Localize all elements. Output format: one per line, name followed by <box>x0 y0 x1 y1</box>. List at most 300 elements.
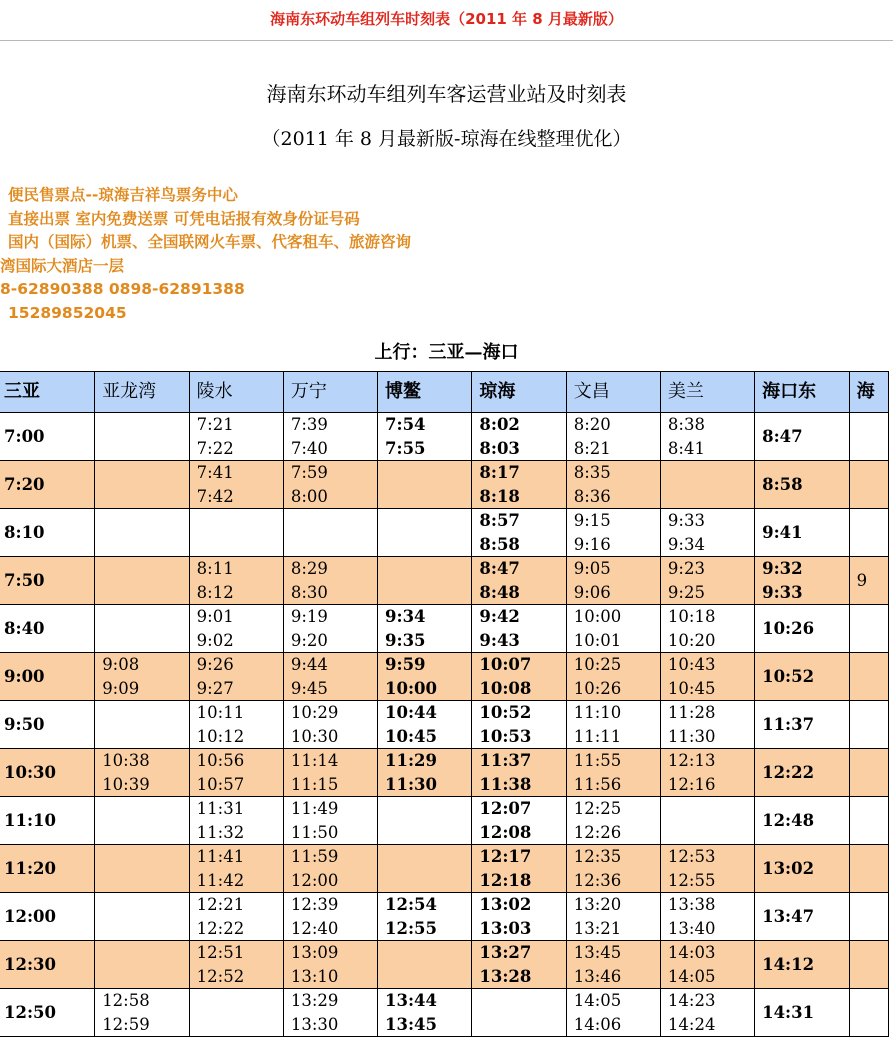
time-value: 9:45 <box>290 678 328 698</box>
time-value: 12:26 <box>573 822 622 842</box>
column-header: 陵水 <box>189 372 283 413</box>
document-subtitle: （2011 年 8 月最新版-琼海在线整理优化） <box>261 128 632 150</box>
table-cell <box>95 653 189 701</box>
table-cell <box>378 845 472 893</box>
table-cell <box>849 413 888 461</box>
table-cell <box>566 845 660 893</box>
table-cell <box>283 749 377 797</box>
table-row <box>0 701 889 749</box>
time-value: 10:45 <box>667 678 716 698</box>
table-cell <box>283 797 377 845</box>
table-cell <box>189 605 283 653</box>
time-value: 8:21 <box>573 438 611 458</box>
table-cell <box>472 509 566 557</box>
table-cell <box>849 749 888 797</box>
table-cell <box>95 605 189 653</box>
table-cell <box>472 557 566 605</box>
time-value: 10:26 <box>762 618 815 638</box>
time-value: 12:22 <box>762 762 815 782</box>
time-value: 9:41 <box>762 522 803 542</box>
table-cell <box>566 653 660 701</box>
time-value: 12:35 <box>573 847 622 866</box>
time-value: 13:30 <box>290 1014 339 1034</box>
table-cell <box>849 797 888 845</box>
time-value: 13:38 <box>667 895 716 914</box>
time-value: 11:41 <box>196 847 245 866</box>
time-value: 14:24 <box>667 1014 716 1034</box>
time-value: 8:47 <box>479 559 520 578</box>
column-header: 文昌 <box>566 372 660 413</box>
time-value: 9:34 <box>385 607 426 626</box>
table-cell <box>95 797 189 845</box>
time-value: 13:45 <box>385 1014 438 1034</box>
time-value: 11:55 <box>573 751 622 770</box>
time-value: 12:48 <box>762 810 815 830</box>
time-value: 13:27 <box>479 943 532 962</box>
time-value: 11:32 <box>196 822 245 842</box>
time-value: 10:38 <box>102 751 150 770</box>
time-value: 13:45 <box>573 943 622 962</box>
table-cell <box>0 605 95 653</box>
time-value: 8:40 <box>4 618 45 638</box>
time-value: 11:10 <box>573 703 622 722</box>
table-cell <box>755 413 849 461</box>
time-value: 12:52 <box>196 966 245 986</box>
column-header: 亚龙湾 <box>95 372 189 413</box>
table-cell <box>660 605 754 653</box>
table-cell <box>283 989 377 1037</box>
time-value: 12:21 <box>196 895 245 914</box>
time-value: 11:10 <box>4 810 57 830</box>
table-cell <box>755 749 849 797</box>
time-value: 8:02 <box>479 415 520 434</box>
table-cell <box>189 653 283 701</box>
time-value: 9:34 <box>667 534 705 554</box>
table-cell <box>755 845 849 893</box>
table-cell <box>378 461 472 509</box>
table-cell <box>0 989 95 1037</box>
page-header <box>0 0 893 38</box>
time-value: 13:28 <box>479 966 532 986</box>
table-cell <box>849 653 888 701</box>
table-cell <box>95 413 189 461</box>
table-cell <box>566 509 660 557</box>
table-cell <box>755 989 849 1037</box>
table-cell <box>189 893 283 941</box>
time-value: 11:37 <box>762 714 815 734</box>
time-value: 8:47 <box>762 426 803 446</box>
time-value: 9:05 <box>573 559 611 578</box>
time-value: 14:31 <box>762 1002 815 1022</box>
time-value: 9 <box>856 570 868 590</box>
time-value: 9:35 <box>385 630 426 650</box>
time-value: 10:26 <box>573 678 622 698</box>
time-value: 10:43 <box>667 655 716 674</box>
table-cell <box>283 413 377 461</box>
time-value: 10:18 <box>667 607 716 626</box>
time-value: 13:20 <box>573 895 622 914</box>
table-cell <box>0 509 95 557</box>
table-cell <box>755 701 849 749</box>
time-value: 12:50 <box>4 1002 57 1022</box>
time-value: 12:17 <box>479 847 532 866</box>
direction-label <box>0 338 893 364</box>
table-cell <box>755 653 849 701</box>
table-cell <box>283 509 377 557</box>
table-cell <box>849 605 888 653</box>
time-value: 14:12 <box>762 954 815 974</box>
table-cell <box>849 557 888 605</box>
table-cell <box>95 557 189 605</box>
table-cell <box>472 749 566 797</box>
table-cell <box>566 461 660 509</box>
table-cell <box>0 461 95 509</box>
table-cell <box>755 797 849 845</box>
time-value: 9:27 <box>196 678 234 698</box>
time-value: 8:57 <box>479 511 520 530</box>
table-cell <box>566 701 660 749</box>
table-cell <box>472 845 566 893</box>
time-value: 9:20 <box>290 630 328 650</box>
time-value: 12:55 <box>667 870 716 890</box>
table-cell <box>189 797 283 845</box>
table-cell <box>189 413 283 461</box>
time-value: 7:42 <box>196 486 234 506</box>
time-value: 9:25 <box>667 582 705 602</box>
ad-line: 便民售票点--琼海吉祥鸟票务中心 <box>8 186 238 204</box>
time-value: 8:12 <box>196 582 234 602</box>
table-cell <box>283 893 377 941</box>
table-cell <box>189 509 283 557</box>
table-cell <box>755 461 849 509</box>
time-value: 12:30 <box>4 954 57 974</box>
header-title: 海南东环动车组列车时刻表（2011 年 8 月最新版） <box>270 10 623 28</box>
table-cell <box>95 941 189 989</box>
table-row <box>0 989 889 1037</box>
table-cell <box>566 557 660 605</box>
time-value: 10:30 <box>290 726 339 746</box>
time-value: 10:00 <box>573 607 622 626</box>
time-value: 9:16 <box>573 534 611 554</box>
time-value: 12:13 <box>667 751 716 770</box>
time-value: 9:01 <box>196 607 234 626</box>
time-value: 11:20 <box>4 858 57 878</box>
time-value: 9:06 <box>573 582 611 602</box>
table-cell <box>660 461 754 509</box>
time-value: 9:09 <box>102 678 140 698</box>
table-cell <box>0 797 95 845</box>
time-value: 8:10 <box>4 522 45 542</box>
time-value: 7:40 <box>290 438 328 458</box>
table-cell <box>283 941 377 989</box>
time-value: 10:44 <box>385 703 438 722</box>
column-header: 琼海 <box>472 372 566 413</box>
table-row <box>0 461 889 509</box>
table-cell <box>283 605 377 653</box>
time-value: 12:51 <box>196 943 245 962</box>
time-value: 11:59 <box>290 847 339 866</box>
table-cell <box>0 941 95 989</box>
table-cell <box>95 701 189 749</box>
direction-text: 上行：三亚—海口 <box>374 342 519 363</box>
column-header: 美兰 <box>660 372 754 413</box>
table-cell <box>378 605 472 653</box>
table-cell <box>660 701 754 749</box>
time-value: 12:39 <box>290 895 339 914</box>
time-value: 10:39 <box>102 774 150 794</box>
time-value: 9:33 <box>762 582 803 602</box>
table-cell <box>0 413 95 461</box>
time-value: 12:07 <box>479 799 532 818</box>
time-value: 13:46 <box>573 966 622 986</box>
time-value: 13:44 <box>385 991 438 1010</box>
table-cell <box>472 701 566 749</box>
time-value: 12:54 <box>385 895 438 914</box>
table-row <box>0 845 889 893</box>
table-cell <box>755 893 849 941</box>
table-cell <box>472 893 566 941</box>
time-value: 9:59 <box>385 655 426 674</box>
table-cell <box>0 557 95 605</box>
time-value: 14:05 <box>667 966 716 986</box>
timetable <box>0 371 889 1037</box>
table-cell <box>0 749 95 797</box>
table-cell <box>566 605 660 653</box>
time-value: 11:29 <box>385 751 438 770</box>
time-value: 10:57 <box>196 774 245 794</box>
time-value: 9:00 <box>4 666 45 686</box>
time-value: 10:07 <box>479 655 532 674</box>
table-cell <box>566 941 660 989</box>
table-cell <box>472 989 566 1037</box>
time-value: 10:29 <box>290 703 339 722</box>
ad-line: 8-62890388 0898-62891388 <box>0 280 245 298</box>
time-value: 13:40 <box>667 918 716 938</box>
time-value: 10:52 <box>762 666 815 686</box>
time-value: 8:36 <box>573 486 611 506</box>
time-value: 10:00 <box>385 678 438 698</box>
time-value: 7:54 <box>385 415 426 434</box>
time-value: 11:42 <box>196 870 245 890</box>
table-cell <box>378 749 472 797</box>
table-cell <box>849 845 888 893</box>
table-cell <box>755 941 849 989</box>
time-value: 8:20 <box>573 415 611 434</box>
time-value: 8:11 <box>196 559 234 578</box>
ticket-office-ad <box>0 184 600 325</box>
time-value: 10:01 <box>573 630 622 650</box>
table-cell <box>378 413 472 461</box>
time-value: 9:44 <box>290 655 328 674</box>
time-value: 12:40 <box>290 918 339 938</box>
time-value: 13:03 <box>479 918 532 938</box>
time-value: 12:58 <box>102 991 150 1010</box>
time-value: 9:32 <box>762 559 803 578</box>
table-cell <box>472 653 566 701</box>
time-value: 8:18 <box>479 486 520 506</box>
time-value: 14:03 <box>667 943 716 962</box>
table-cell <box>95 461 189 509</box>
table-cell <box>95 989 189 1037</box>
time-value: 10:52 <box>479 703 532 722</box>
table-cell <box>660 893 754 941</box>
time-value: 13:29 <box>290 991 339 1010</box>
table-row <box>0 413 889 461</box>
time-value: 11:11 <box>573 726 622 746</box>
table-cell <box>283 653 377 701</box>
time-value: 12:16 <box>667 774 716 794</box>
table-cell <box>283 845 377 893</box>
table-cell <box>472 797 566 845</box>
time-value: 12:25 <box>573 799 622 818</box>
time-value: 11:49 <box>290 799 339 818</box>
time-value: 8:17 <box>479 463 520 482</box>
time-value: 10:56 <box>196 751 245 770</box>
time-value: 7:39 <box>290 415 328 434</box>
ad-line: 湾国际大酒店一层 <box>0 256 125 275</box>
table-cell <box>283 461 377 509</box>
time-value: 13:02 <box>479 895 532 914</box>
table-row <box>0 557 889 605</box>
table-cell <box>378 941 472 989</box>
time-value: 8:30 <box>290 582 328 602</box>
table-cell <box>0 893 95 941</box>
table-cell <box>189 749 283 797</box>
table-cell <box>378 557 472 605</box>
table-cell <box>472 413 566 461</box>
table-cell <box>378 893 472 941</box>
table-cell <box>189 941 283 989</box>
table-cell <box>95 893 189 941</box>
time-value: 7:20 <box>4 474 45 494</box>
table-cell <box>95 845 189 893</box>
time-value: 10:08 <box>479 678 532 698</box>
time-value: 13:21 <box>573 918 622 938</box>
time-value: 7:59 <box>290 463 328 482</box>
time-value: 9:43 <box>479 630 520 650</box>
time-value: 13:02 <box>762 858 815 878</box>
time-value: 10:30 <box>4 762 57 782</box>
table-cell <box>472 941 566 989</box>
time-value: 9:33 <box>667 511 705 530</box>
time-value: 12:53 <box>667 847 716 866</box>
table-cell <box>660 509 754 557</box>
header-divider <box>0 40 893 41</box>
table-cell <box>660 653 754 701</box>
table-cell <box>189 461 283 509</box>
table-cell <box>566 893 660 941</box>
table-cell <box>189 557 283 605</box>
table-cell <box>189 701 283 749</box>
time-value: 13:47 <box>762 906 815 926</box>
time-value: 7:50 <box>4 570 45 590</box>
timetable-body <box>0 413 889 1037</box>
table-cell <box>566 749 660 797</box>
time-value: 11:14 <box>290 751 339 770</box>
table-row <box>0 749 889 797</box>
time-value: 10:53 <box>479 726 532 746</box>
table-cell <box>189 845 283 893</box>
time-value: 11:30 <box>385 774 438 794</box>
time-value: 9:08 <box>102 655 140 674</box>
time-value: 7:21 <box>196 415 234 434</box>
time-value: 13:10 <box>290 966 339 986</box>
time-value: 11:28 <box>667 703 716 722</box>
table-cell <box>566 797 660 845</box>
table-cell <box>660 413 754 461</box>
time-value: 10:12 <box>196 726 245 746</box>
table-cell <box>472 461 566 509</box>
time-value: 9:23 <box>667 559 705 578</box>
time-value: 11:38 <box>479 774 532 794</box>
table-cell <box>660 845 754 893</box>
time-value: 12:55 <box>385 918 438 938</box>
table-cell <box>378 701 472 749</box>
table-cell <box>378 989 472 1037</box>
time-value: 11:37 <box>479 751 532 770</box>
table-cell <box>849 701 888 749</box>
time-value: 10:45 <box>385 726 438 746</box>
table-row <box>0 797 889 845</box>
table-cell <box>849 893 888 941</box>
time-value: 12:08 <box>479 822 532 842</box>
table-cell <box>0 845 95 893</box>
table-cell <box>378 653 472 701</box>
table-cell <box>283 701 377 749</box>
time-value: 12:18 <box>479 870 532 890</box>
time-value: 8:29 <box>290 559 328 578</box>
table-row <box>0 941 889 989</box>
table-cell <box>95 749 189 797</box>
table-cell <box>755 605 849 653</box>
time-value: 8:03 <box>479 438 520 458</box>
ad-line: 直接出票 室内免费送票 可凭电话报有效身份证号码 <box>8 209 360 228</box>
time-value: 14:06 <box>573 1014 622 1034</box>
time-value: 9:42 <box>479 607 520 626</box>
time-value: 12:00 <box>290 870 339 890</box>
table-cell <box>0 653 95 701</box>
time-value: 9:15 <box>573 511 611 530</box>
time-value: 9:26 <box>196 655 234 674</box>
table-cell <box>660 557 754 605</box>
ad-line: 国内（国际）机票、全国联网火车票、代客租车、旅游咨询 <box>8 233 412 251</box>
table-cell <box>849 461 888 509</box>
table-cell <box>849 989 888 1037</box>
time-value: 8:58 <box>762 474 803 494</box>
table-cell <box>755 509 849 557</box>
table-cell <box>660 941 754 989</box>
table-cell <box>95 509 189 557</box>
time-value: 9:50 <box>4 714 45 734</box>
table-cell <box>566 989 660 1037</box>
table-cell <box>755 557 849 605</box>
column-header: 海口东 <box>755 372 849 413</box>
time-value: 10:20 <box>667 630 716 650</box>
time-value: 7:00 <box>4 426 45 446</box>
table-cell <box>472 605 566 653</box>
time-value: 12:59 <box>102 1014 150 1034</box>
time-value: 9:19 <box>290 607 328 626</box>
table-cell <box>378 797 472 845</box>
timetable-header-row <box>0 372 889 413</box>
time-value: 8:41 <box>667 438 705 458</box>
time-value: 9:02 <box>196 630 234 650</box>
time-value: 8:48 <box>479 582 520 602</box>
table-cell <box>660 989 754 1037</box>
time-value: 8:00 <box>290 486 328 506</box>
document-title: 海南东环动车组列车客运营业站及时刻表 <box>266 82 627 106</box>
time-value: 11:50 <box>290 822 339 842</box>
